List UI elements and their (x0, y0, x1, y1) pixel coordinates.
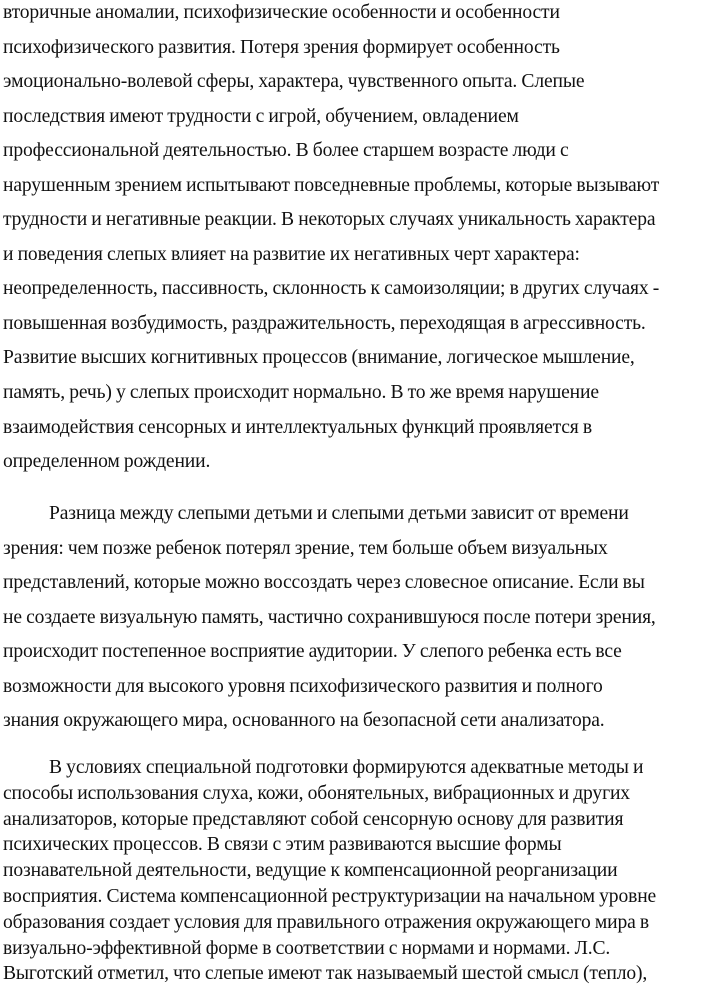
text-line: способы использования слуха, кожи, обонятельных, вибрационных и других (3, 782, 630, 804)
text-line: вторичные аномалии, психофизические особенности и особенности (3, 2, 560, 23)
text-line: образования создает условия для правильного отражения окружающего мира в (3, 911, 650, 933)
text-line: познавательной деятельности, ведущие к компенсационной реорганизации (3, 860, 618, 882)
text-line: психических процессов. В связи с этим развиваются высшие формы (3, 834, 562, 856)
paragraph-2 (3, 497, 656, 739)
text-line: Развитие высших когнитивных процессов (внимание, логическое мышление, (3, 347, 635, 369)
text-line: профессиональной деятельностью. В более старшем возрасте люди с (3, 140, 569, 162)
text-line: повышенная возбудимость, раздражительность, переходящая в агрессивность. (3, 312, 646, 334)
paragraph-3 (3, 755, 656, 987)
text-line: последствия имеют трудности с игрой, обучением, овладением (3, 105, 519, 127)
text-line: и поведения слепых влияет на развитие их негативных черт характера: (3, 243, 580, 265)
text-line: память, речь) у слепых происходит нормально. В то же время нарушение (3, 382, 599, 404)
text-line: Выготский отметил, что слепые имеют так называемый шестой смысл (тепло), (3, 963, 648, 985)
text-line: неопределенность, пассивность, склонность к самоизоляции; в других случаях - (3, 278, 660, 300)
text-line: происходит постепенное восприятие аудитории. У слепого ребенка есть все (3, 641, 622, 663)
text-line: Разница между слепыми детьми и слепыми детьми зависит от времени (49, 503, 629, 524)
text-line: представлений, которые можно воссоздать через словесное описание. Если вы (3, 572, 645, 594)
text-line: знания окружающего мира, основанного на безопасной сети анализатора. (3, 710, 605, 732)
text-line: взаимодействия сенсорных и интеллектуальных функций проявляется в (3, 416, 592, 438)
text-line: возможности для высокого уровня психофизического развития и полного (3, 675, 603, 697)
text-line: восприятия. Система компенсационной реструктуризации на начальном уровне (3, 885, 657, 907)
text-line: визуально-эффективной форме в соответствии с нормами и нормами. Л.С. (3, 937, 611, 959)
text-line: психофизического развития. Потеря зрения формирует особенность (3, 36, 560, 58)
text-line: В условиях специальной подготовки формируются адекватные методы и (49, 757, 644, 778)
text-line: не создаете визуальную память, частично сохранившуюся после потери зрения, (3, 606, 656, 628)
paragraph-1 (3, 0, 659, 480)
text-line: трудности и негативные реакции. В некоторых случаях уникальность характера (3, 209, 656, 231)
text-line: анализаторов, которые представляют собой сенсорную основу для развития (3, 808, 624, 830)
text-line: эмоционально-волевой сферы, характера, чувственного опыта. Слепые (3, 71, 585, 93)
text-line: нарушенным зрением испытывают повседневные проблемы, которые вызывают (3, 174, 660, 196)
text-line: определенном рождении. (3, 451, 211, 473)
text-line: зрения: чем позже ребенок потерял зрение, тем больше объем визуальных (3, 537, 608, 559)
